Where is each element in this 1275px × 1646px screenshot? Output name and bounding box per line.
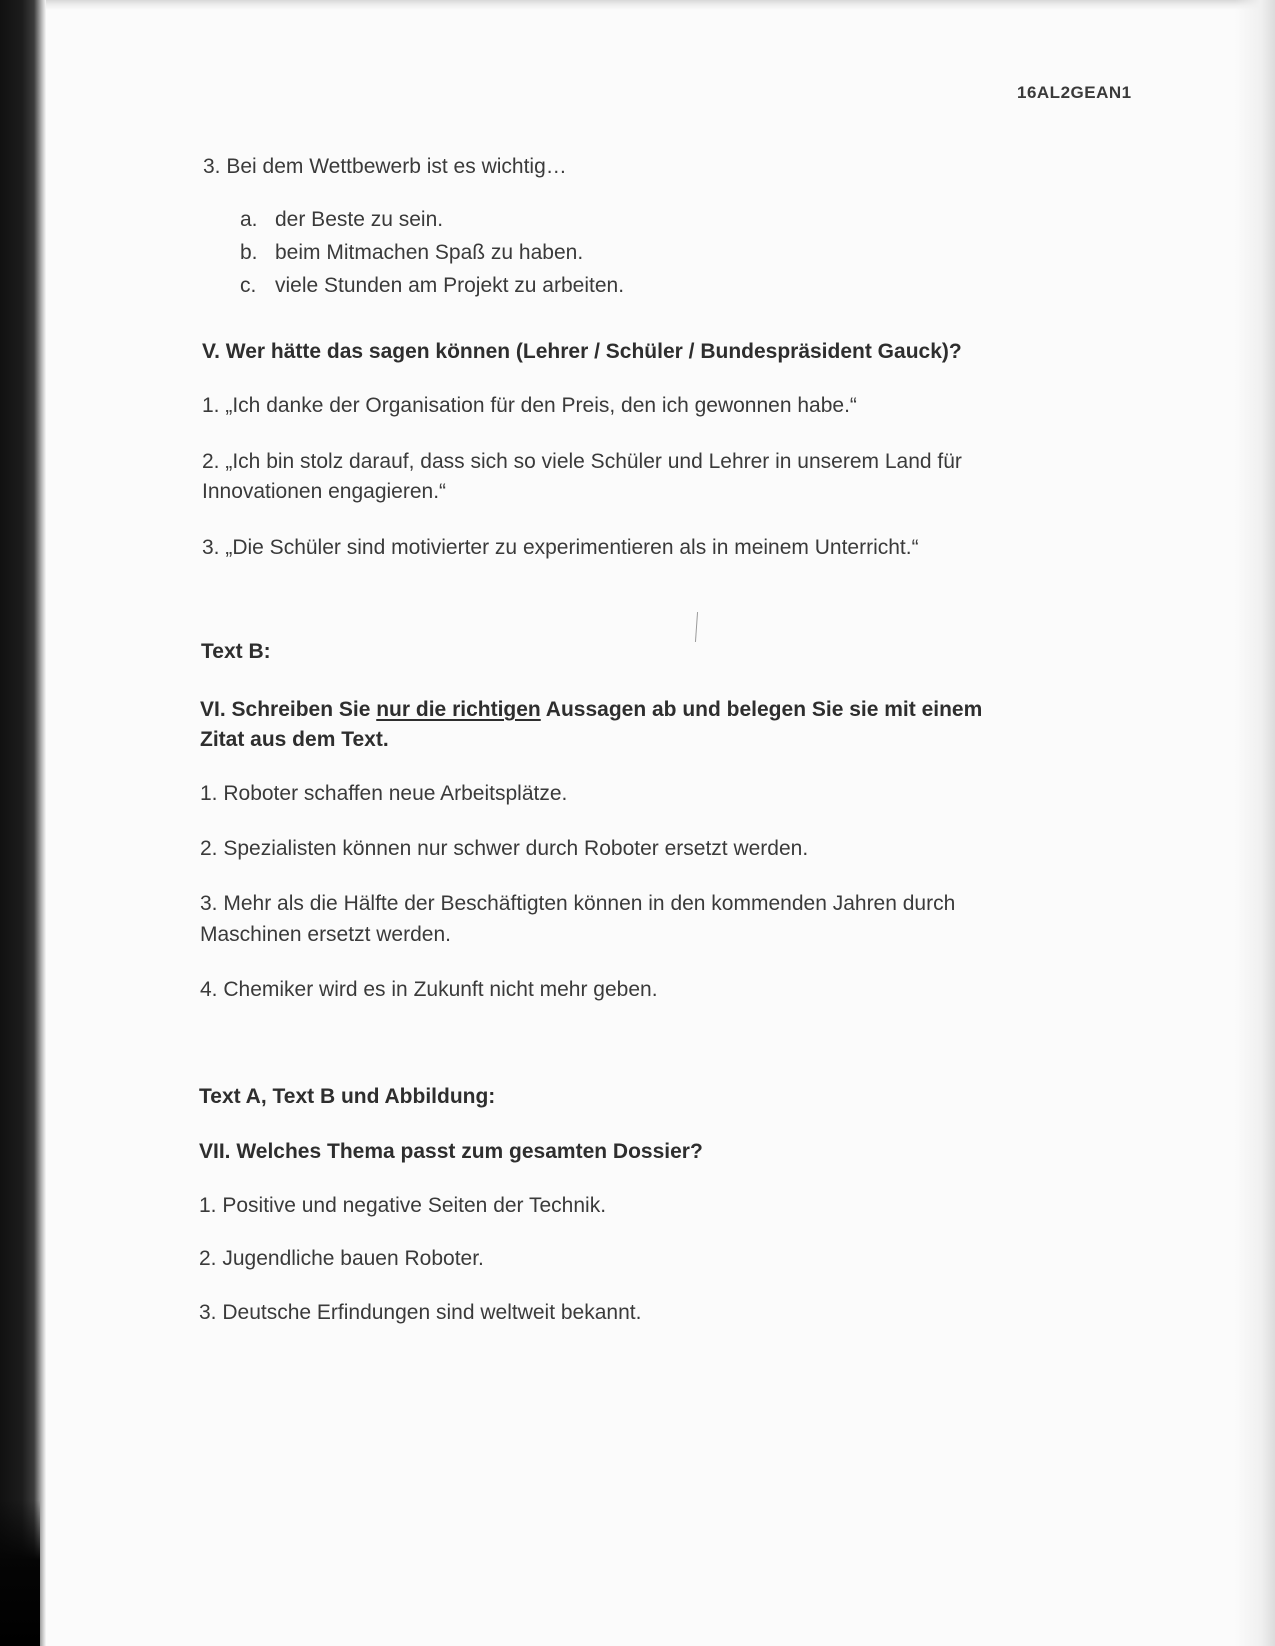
scan-shadow-bottom-left — [0, 1500, 40, 1646]
section-vi-title-end: Aussagen ab und belegen Sie sie mit einem — [540, 698, 983, 721]
text-ab-heading: Text A, Text B und Abbildung: — [199, 1085, 496, 1108]
section-v-item-2-line-1: 2. „Ich bin stolz darauf, dass sich so viele Schüler und Lehrer in unserem Land für — [202, 450, 962, 473]
question-3-option-c — [240, 270, 624, 301]
scan-shadow-left — [0, 0, 46, 1646]
section-v-item-1: 1. „Ich danke der Organisation für den Preis, den ich gewonnen habe.“ — [202, 394, 857, 417]
section-vii-item-1: 1. Positive und negative Seiten der Technik. — [199, 1194, 607, 1217]
section-vi-item-3-line-1: 3. Mehr als die Hälfte der Beschäftigten können in den kommenden Jahren durch — [200, 892, 956, 915]
section-vi-title-underlined: nur die richtigen — [376, 698, 541, 721]
section-vii-item-2: 2. Jugendliche bauen Roboter. — [199, 1247, 484, 1270]
scan-shadow-right — [1235, 0, 1275, 1646]
section-v-item-3: 3. „Die Schüler sind motivierter zu experimentieren als in meinem Unterricht.“ — [202, 536, 919, 559]
section-v-title: V. Wer hätte das sagen können (Lehrer / Schüler / Bundespräsident Gauck)? — [202, 340, 962, 363]
scan-shadow-top — [46, 0, 1275, 10]
section-vi-item-4: 4. Chemiker wird es in Zukunft nicht mehr geben. — [200, 978, 658, 1001]
section-vi-title-line-2: Zitat aus dem Text. — [200, 728, 389, 751]
section-vii-item-3: 3. Deutsche Erfindungen sind weltweit bekannt. — [199, 1301, 642, 1324]
option-text: der Beste zu sein. — [275, 208, 444, 231]
section-vi-title-line-1 — [200, 694, 982, 725]
section-vi-item-2: 2. Spezialisten können nur schwer durch Roboter ersetzt werden. — [200, 837, 809, 860]
section-vii-title: VII. Welches Thema passt zum gesamten Dossier? — [199, 1140, 703, 1163]
section-vi-item-3-line-2: Maschinen ersetzt werden. — [200, 923, 451, 946]
section-vi-title-start: VI. Schreiben Sie — [200, 698, 377, 721]
section-v-item-2-line-2: Innovationen engagieren.“ — [202, 480, 447, 503]
question-3-option-b — [240, 237, 583, 268]
section-vi-item-1: 1. Roboter schaffen neue Arbeitsplätze. — [200, 782, 568, 805]
question-3-option-a — [240, 204, 443, 235]
option-text: viele Stunden am Projekt zu arbeiten. — [275, 274, 625, 297]
option-letter: b. — [240, 241, 258, 264]
option-text: beim Mitmachen Spaß zu haben. — [275, 241, 584, 264]
pencil-mark — [695, 612, 698, 642]
option-letter: a. — [240, 208, 258, 231]
question-3-stem: 3. Bei dem Wettbewerb ist es wichtig… — [203, 155, 567, 178]
text-b-heading: Text B: — [201, 640, 271, 663]
option-letter: c. — [240, 274, 257, 297]
document-code: 16AL2GEAN1 — [1017, 83, 1132, 102]
